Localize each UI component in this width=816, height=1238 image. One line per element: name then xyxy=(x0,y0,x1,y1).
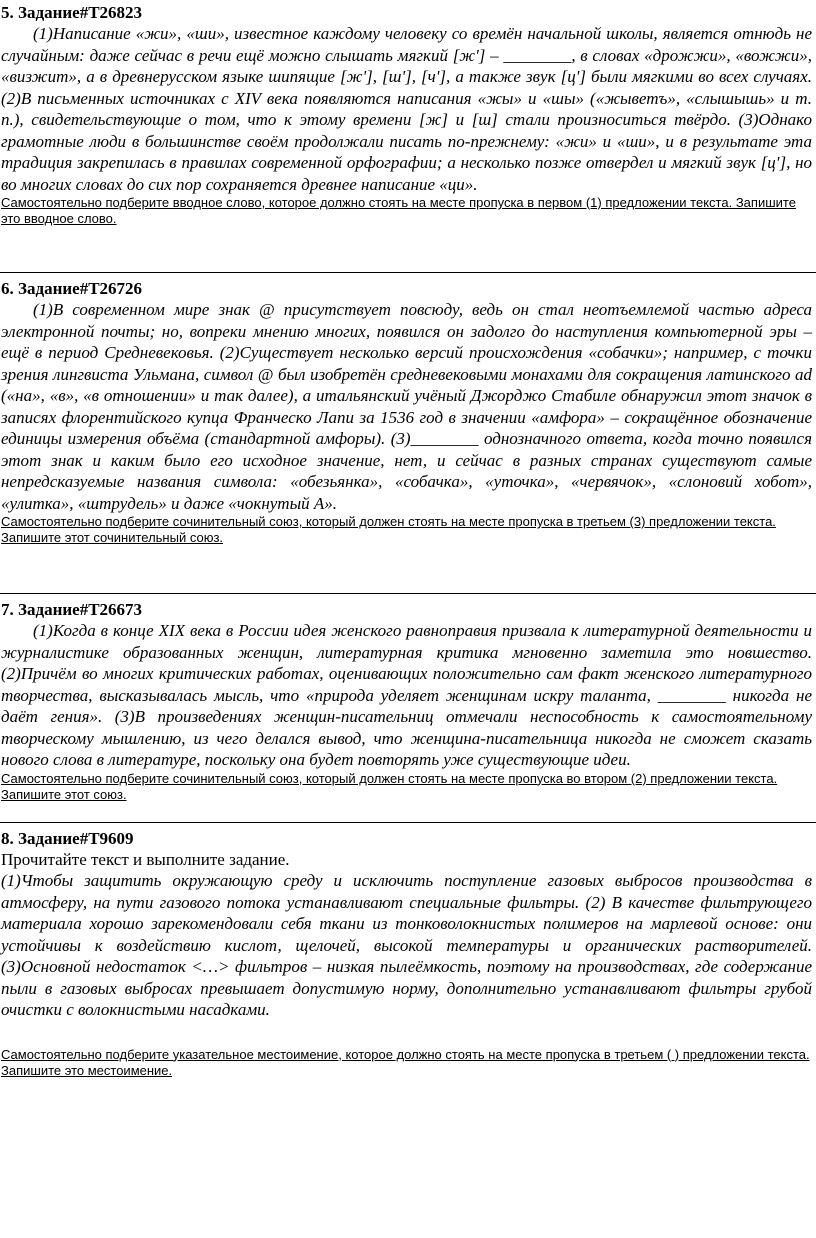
divider xyxy=(0,272,816,273)
task-5 xyxy=(0,3,816,227)
task-instruction: Самостоятельно подберите вводное слово, которое должно стоять на месте пропуска в первом (1) предложении текста. Запишите это вводное слово. xyxy=(1,195,796,226)
task-title: 7. Задание#T26673 xyxy=(1,600,143,619)
task-text: (1)Чтобы защитить окружающую среду и исключить поступление газовых выбросов производства в атмосферу, на пути газового потока устанавливают специальные фильтры. (2) В качестве фильтрующего материала хорошо зарекомендовали себя ткани из тонковолокнистых полимеров на марлевой основе: они устойчивы к воздействию кислот, щелочей, высокой температуры и органических растворителей. (3)Основной недостаток <…> фильтров – низкая пылеёмкость, поэтому на производствах, где содержание пыли в газовых выбросах превышает допустимую норму, дополнительно устанавливают фильтры грубой очистки с волокнистыми насадками. xyxy=(1,871,812,1019)
task-7 xyxy=(0,600,816,803)
divider xyxy=(0,593,816,594)
task-instruction: Самостоятельно подберите указательное местоимение, которое должно стоять на месте пропуска в третьем ( ) предложении текста. Запишите это местоимение. xyxy=(1,1046,810,1078)
task-text: (1)Когда в конце XIX века в России идея женского равноправия призвала к литературной деятельности и журналистике образованных женщин, литературная критика мгновенно заметила это новшество. (2)Причём во многих критических работах, оценивающих положительно сам факт женского литературного творчества, высказывалась мысль, что «природа уделяет женщинам искру таланта, ________ никогда не даёт гения». (3)В произведениях женщин-писательниц отмечали неспособность к самостоятельному творческому мышлению, из чего делался вывод, что женщина-писательница никогда не сможет сказать нового слова в литературе, поскольку она будет повторять уже существующие идеи. xyxy=(1,621,812,769)
task-title: 6. Задание#T26726 xyxy=(1,279,143,298)
task-8 xyxy=(0,829,816,1079)
task-intro: Прочитайте текст и выполните задание. xyxy=(1,850,290,869)
divider xyxy=(0,822,816,823)
task-text: (1)Написание «жи», «ши», известное каждому человеку со времён начальной школы, является отнюдь не случайным: даже сейчас в речи ещё можно слышать мягкий [ж'] – ________, в словах «дрожжи», «вожжи», «визжит», а в древнерусском языке шипящие [ж'], [ш'], [ч'], а также звук [ц'] были мягкими во всех случаях. (2)В письменных источниках с XIV века появляются написания «жы» и «шы» («жыветъ», «слышышь» и т. п.), свидетельствующие о том, что к этому времени [ж] и [ш] стали произноситься твёрдо. (3)Однако грамотные люди в большинстве своём продолжали писать по-прежнему: «жи» и «ши», и в результате эта традиция закрепилась в правилах современной орфографии; а несколько позже отвердел и мягкий звук [ц'], но во многих словах до сих пор сохраняется древнее написание «ци». xyxy=(1,24,812,194)
task-title: 8. Задание#T9609 xyxy=(1,829,134,848)
task-6 xyxy=(0,279,816,546)
task-instruction: Самостоятельно подберите сочинительный союз, который должен стоять на месте пропуска в третьем (3) предложении текста. Запишите этот сочинительный союз. xyxy=(1,514,776,545)
task-title: 5. Задание#T26823 xyxy=(1,3,143,22)
task-instruction: Самостоятельно подберите сочинительный союз, который должен стоять на месте пропуска во втором (2) предложении текста. Запишите этот союз. xyxy=(1,770,778,802)
task-text: (1)В современном мире знак @ присутствует повсюду, ведь он стал неотъемлемой частью адреса электронной почты; но, вопреки мнению многих, появился он задолго до наступления компьютерной эры – ещё в период Средневековья. (2)Существует несколько версий происхождения «собачки»; например, с точки зрения лингвиста Ульмана, символ @ был изобретён средневековыми монахами для сокращения латинского ad («на», «в», «в отношении» и так далее), а итальянский учёный Джорджо Стабиле обнаружил этот значок в записях флорентийского купца Франческо Лапи за 1536 год в значении «амфора» – сокращённое обозначение единицы измерения объёма (стандартной амфоры). (3)________ однозначного ответа, когда точно появился этот знак и каким было его исходное значение, нет, и сейчас в разных странах существуют самые непредсказуемые названия символа: «обезьянка», «собачка», «уточка», «червячок», «слоновий хобот», «улитка», «штрудель» и даже «чокнутый А». xyxy=(1,300,812,513)
